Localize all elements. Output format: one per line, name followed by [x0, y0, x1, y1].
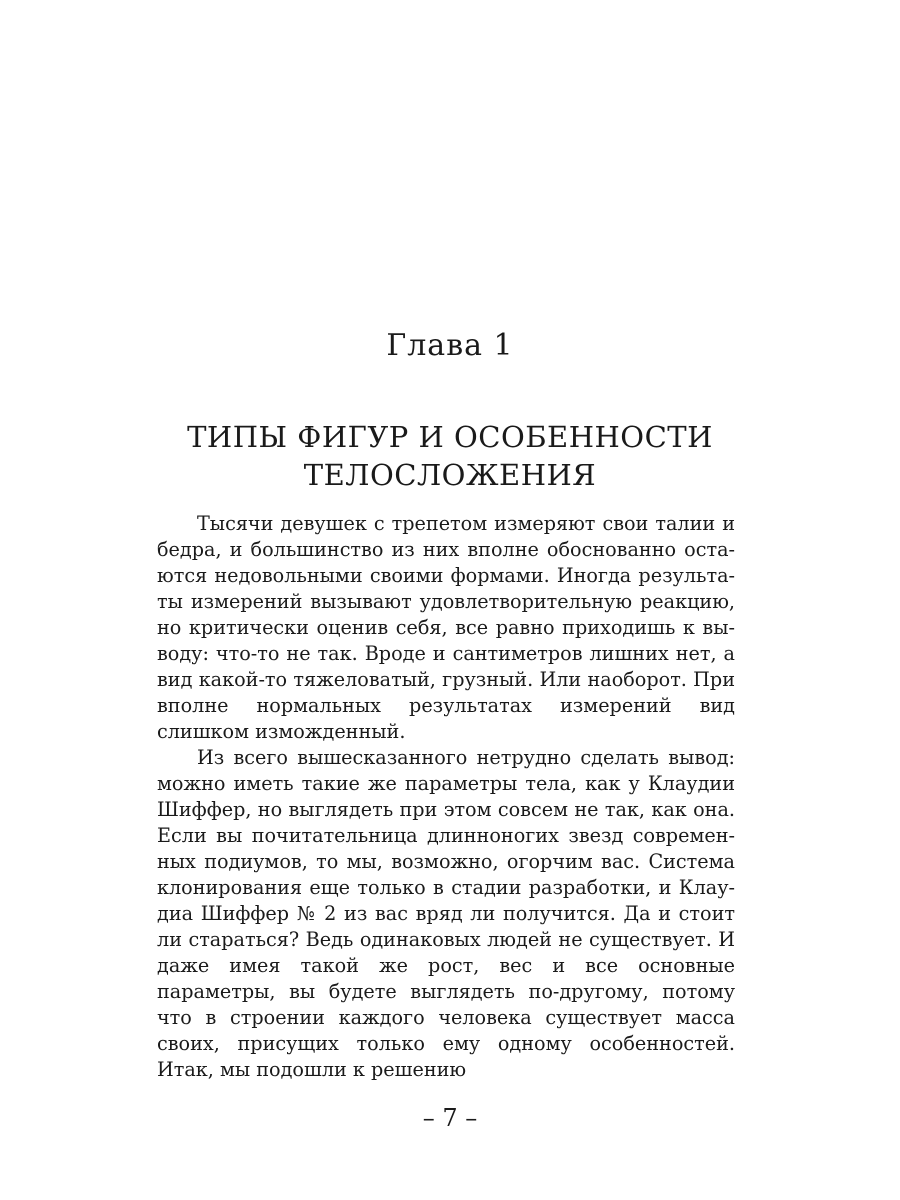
page-number: – 7 –	[422, 1104, 478, 1132]
chapter-label: Глава 1	[386, 328, 514, 363]
chapter-title: ТИПЫ ФИГУР И ОСОБЕННОСТИ ТЕЛОСЛОЖЕНИЯ	[187, 420, 713, 492]
paragraph: Из всего вышесказанного нетрудно сделать вывод: можно иметь такие же параметры тела, как у Клаудии Шиффер, но выглядеть при этом совсем не так, как она. Если вы почитательница длинноногих звезд современных подиумов, то мы, возможно, огорчим вас. Система клонирования еще только в стадии разработки, и Клаудиа Шиффер № 2 из вас вряд ли получится. Да и стоит ли стараться? Ведь одинаковых людей не существует. И даже имея такой же рост, вес и все основные параметры, вы будете выглядеть по-другому, потому что в строении каждого человека существует масса своих, присущих только ему одному особенностей. Итак, мы подошли к решению	[157, 746, 735, 1081]
paragraph: Тысячи девушек с трепетом измеряют свои талии и бедра, и большинство из них вполне обоснованно остаются недовольными своими формами. Иногда результаты измерений вызывают удовлетворительную реакцию, но критически оценив себя, все равно приходишь к выводу: что-то не так. Вроде и сантиметров лишних нет, а вид какой-то тяжеловатый, грузный. Или наоборот. При вполне нормальных результатах измерений вид слишком изможденный.	[157, 512, 735, 743]
body-text	[157, 511, 735, 1083]
